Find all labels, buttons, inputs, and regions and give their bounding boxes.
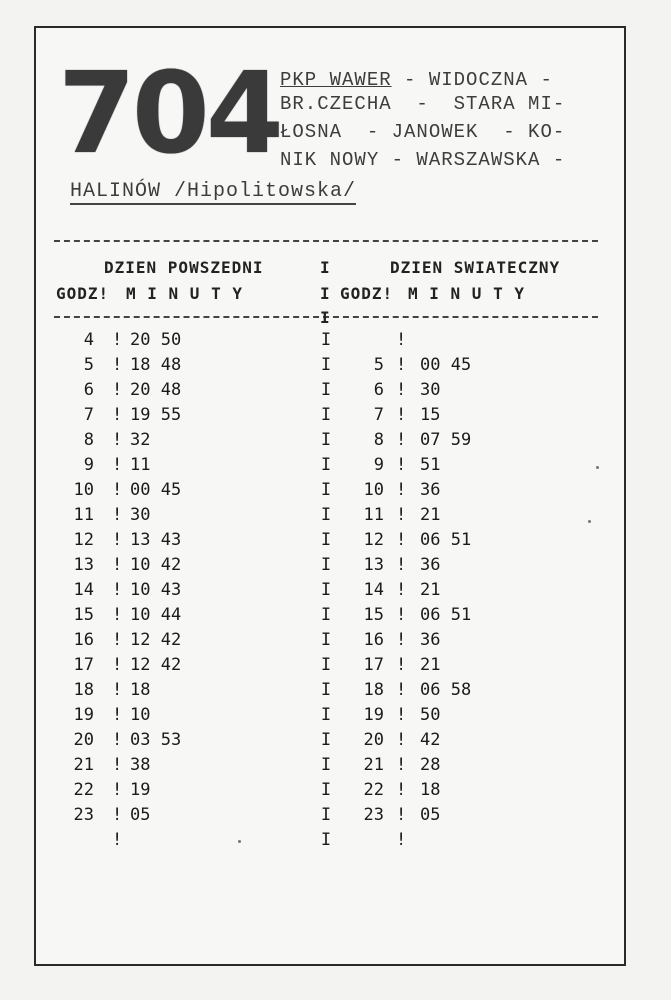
holiday-bang: ! — [396, 455, 407, 475]
holiday-title: DZIEN SWIATECZNY — [390, 258, 561, 277]
holiday-bang: ! — [396, 755, 407, 775]
weekday-minutes: 19 — [130, 780, 151, 800]
weekday-minutes: 18 48 — [130, 355, 182, 375]
weekday-bang: ! — [112, 705, 123, 725]
holiday-hour: 21 — [363, 755, 384, 775]
paper-speck — [238, 840, 241, 843]
weekday-bang: ! — [112, 405, 123, 425]
weekday-bang: ! — [112, 605, 123, 625]
column-separator: I — [320, 480, 332, 500]
holiday-hour: 14 — [363, 580, 384, 600]
holiday-minutes: 00 45 — [420, 355, 472, 375]
holiday-minutes: 07 59 — [420, 430, 472, 450]
column-separator: I — [320, 330, 332, 350]
weekday-bang: ! — [112, 505, 123, 525]
holiday-bang: ! — [396, 530, 407, 550]
weekday-hour: 21 — [73, 755, 94, 775]
weekday-minutes-label: M I N U T Y — [126, 284, 243, 303]
weekday-minutes: 11 — [130, 455, 151, 475]
holiday-minutes: 30 — [420, 380, 441, 400]
holiday-hour: 6 — [373, 380, 384, 400]
weekday-bang: ! — [112, 380, 123, 400]
weekday-minutes: 13 43 — [130, 530, 182, 550]
weekday-hour: 11 — [73, 505, 94, 525]
holiday-minutes: 06 58 — [420, 680, 472, 700]
holiday-minutes: 51 — [420, 455, 441, 475]
weekday-hour: 16 — [73, 630, 94, 650]
weekday-bang: ! — [112, 530, 123, 550]
weekday-minutes: 18 — [130, 680, 151, 700]
holiday-minutes: 36 — [420, 555, 441, 575]
holiday-bang: ! — [396, 330, 407, 350]
column-separator: I — [320, 455, 332, 475]
weekday-hour: 14 — [73, 580, 94, 600]
weekday-bang: ! — [112, 355, 123, 375]
weekday-minutes: 19 55 — [130, 405, 182, 425]
weekday-minutes: 20 48 — [130, 380, 182, 400]
holiday-minutes: 28 — [420, 755, 441, 775]
weekday-hour-label: GODZ! — [56, 284, 110, 303]
holiday-hour: 23 — [363, 805, 384, 825]
weekday-hour: 5 — [83, 355, 94, 375]
holiday-minutes: 21 — [420, 505, 441, 525]
column-separator: I — [320, 705, 332, 725]
holiday-hour-label: GODZ! — [340, 284, 394, 303]
weekday-bang: ! — [112, 630, 123, 650]
weekday-hour: 13 — [73, 555, 94, 575]
column-separator: I — [320, 380, 332, 400]
holiday-minutes: 18 — [420, 780, 441, 800]
column-separator: I — [320, 755, 332, 775]
holiday-hour: 12 — [363, 530, 384, 550]
holiday-minutes: 05 — [420, 805, 441, 825]
weekday-hour: 12 — [73, 530, 94, 550]
holiday-hour: 15 — [363, 605, 384, 625]
route-stops-line-4: NIK NOWY - WARSZAWSKA - — [280, 149, 566, 171]
holiday-minutes: 42 — [420, 730, 441, 750]
weekday-hour: 6 — [83, 380, 94, 400]
weekday-hour: 9 — [83, 455, 94, 475]
column-separator: I — [320, 730, 332, 750]
weekday-hour: 22 — [73, 780, 94, 800]
weekday-bang: ! — [112, 830, 123, 850]
column-separator: I — [320, 805, 332, 825]
weekday-bang: ! — [112, 755, 123, 775]
holiday-minutes: 06 51 — [420, 605, 472, 625]
holiday-minutes: 15 — [420, 405, 441, 425]
weekday-minutes: 00 45 — [130, 480, 182, 500]
weekday-minutes: 10 43 — [130, 580, 182, 600]
holiday-bang: ! — [396, 730, 407, 750]
holiday-bang: ! — [396, 780, 407, 800]
holiday-bang: ! — [396, 505, 407, 525]
weekday-hour: 23 — [73, 805, 94, 825]
paper-speck — [588, 520, 591, 523]
holiday-bang: ! — [396, 405, 407, 425]
holiday-bang: ! — [396, 355, 407, 375]
holiday-minutes-label: M I N U T Y — [408, 284, 525, 303]
weekday-hour: 8 — [83, 430, 94, 450]
weekday-minutes: 38 — [130, 755, 151, 775]
route-stops-line-1-rest: - WIDOCZNA - — [391, 69, 553, 91]
holiday-hour: 17 — [363, 655, 384, 675]
column-separator: I — [320, 355, 332, 375]
weekday-bang: ! — [112, 655, 123, 675]
holiday-bang: ! — [396, 630, 407, 650]
weekday-minutes: 20 50 — [130, 330, 182, 350]
weekday-hour: 7 — [83, 405, 94, 425]
holiday-bang: ! — [396, 830, 407, 850]
holiday-hour: 20 — [363, 730, 384, 750]
column-separator: I — [320, 405, 332, 425]
weekday-bang: ! — [112, 680, 123, 700]
route-number: 704 — [58, 49, 280, 179]
weekday-bang: ! — [112, 455, 123, 475]
route-stops-line-3: ŁOSNA - JANOWEK - KO- — [280, 121, 566, 143]
holiday-hour: 13 — [363, 555, 384, 575]
column-separator: I — [320, 830, 332, 850]
weekday-bang: ! — [112, 555, 123, 575]
holiday-minutes: 36 — [420, 480, 441, 500]
weekday-hour: 15 — [73, 605, 94, 625]
weekday-minutes: 10 42 — [130, 555, 182, 575]
column-separator: I — [320, 680, 332, 700]
holiday-minutes: 21 — [420, 655, 441, 675]
route-stops-line-2: BR.CZECHA - STARA MI- — [280, 93, 566, 115]
weekday-bang: ! — [112, 480, 123, 500]
route-stops-line-1 — [280, 68, 553, 92]
column-separator: I — [320, 505, 332, 525]
weekday-hour: 4 — [83, 330, 94, 350]
timetable-sheet — [34, 26, 626, 966]
weekday-hour: 10 — [73, 480, 94, 500]
holiday-bang: ! — [396, 580, 407, 600]
weekday-minutes: 05 — [130, 805, 151, 825]
holiday-bang: ! — [396, 555, 407, 575]
weekday-minutes: 32 — [130, 430, 151, 450]
holiday-hour: 16 — [363, 630, 384, 650]
divider-separator: I — [320, 308, 331, 327]
holiday-hour: 11 — [363, 505, 384, 525]
weekday-hour: 17 — [73, 655, 94, 675]
paper-speck — [596, 466, 599, 469]
holiday-hour: 10 — [363, 480, 384, 500]
holiday-bang: ! — [396, 380, 407, 400]
weekday-title: DZIEN POWSZEDNI — [104, 258, 264, 277]
weekday-minutes: 12 42 — [130, 630, 182, 650]
holiday-bang: ! — [396, 680, 407, 700]
holiday-minutes: 21 — [420, 580, 441, 600]
weekday-bang: ! — [112, 430, 123, 450]
column-separator: I — [320, 580, 332, 600]
holiday-bang: ! — [396, 705, 407, 725]
weekday-bang: ! — [112, 580, 123, 600]
holiday-bang: ! — [396, 430, 407, 450]
holiday-hour: 9 — [373, 455, 384, 475]
holiday-hour: 7 — [373, 405, 384, 425]
weekday-hour: 19 — [73, 705, 94, 725]
weekday-bang: ! — [112, 330, 123, 350]
weekday-minutes: 03 53 — [130, 730, 182, 750]
holiday-bang: ! — [396, 605, 407, 625]
holiday-bang: ! — [396, 655, 407, 675]
column-separator: I — [320, 430, 332, 450]
weekday-minutes: 12 42 — [130, 655, 182, 675]
holiday-bang: ! — [396, 805, 407, 825]
route-origin: PKP WAWER — [280, 69, 392, 91]
column-separator: I — [320, 780, 332, 800]
route-terminus: HALINÓW /Hipolitowska/ — [70, 180, 357, 203]
column-separator: I — [320, 655, 332, 675]
holiday-hour: 22 — [363, 780, 384, 800]
header-separator-2: I — [320, 284, 331, 303]
column-separator: I — [320, 605, 332, 625]
holiday-hour: 18 — [363, 680, 384, 700]
weekday-bang: ! — [112, 805, 123, 825]
weekday-bang: ! — [112, 780, 123, 800]
holiday-hour: 19 — [363, 705, 384, 725]
weekday-bang: ! — [112, 730, 123, 750]
column-separator: I — [320, 555, 332, 575]
weekday-hour: 20 — [73, 730, 94, 750]
divider-top — [54, 240, 598, 242]
holiday-minutes: 50 — [420, 705, 441, 725]
column-separator: I — [320, 530, 332, 550]
weekday-minutes: 30 — [130, 505, 151, 525]
weekday-hour: 18 — [73, 680, 94, 700]
holiday-bang: ! — [396, 480, 407, 500]
holiday-hour: 8 — [373, 430, 384, 450]
holiday-minutes: 06 51 — [420, 530, 472, 550]
column-separator: I — [320, 630, 332, 650]
header-separator: I — [320, 258, 331, 277]
holiday-hour: 5 — [373, 355, 384, 375]
weekday-minutes: 10 44 — [130, 605, 182, 625]
holiday-minutes: 36 — [420, 630, 441, 650]
weekday-minutes: 10 — [130, 705, 151, 725]
